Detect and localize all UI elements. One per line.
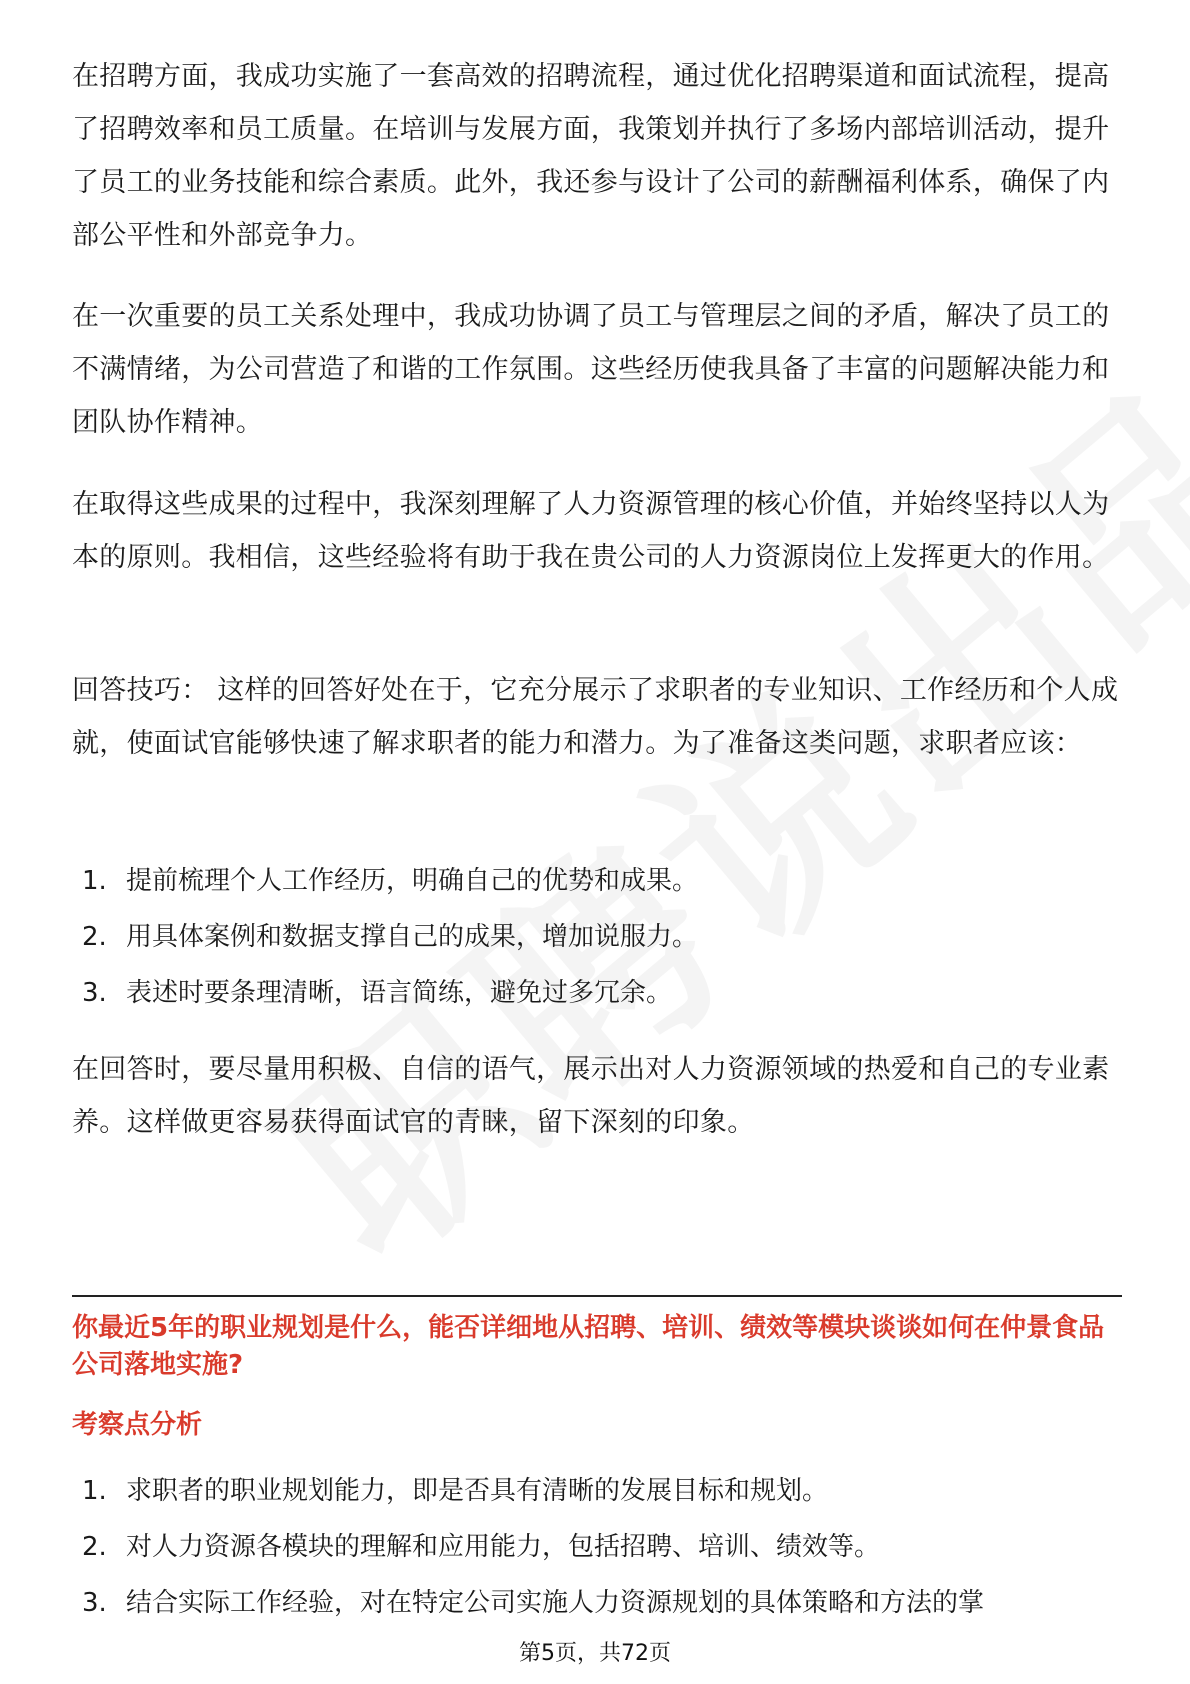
page-footer: 第5页，共72页 [519,1641,671,1666]
analysis-heading: 考察点分析 [72,1410,203,1440]
list-item: 3. 结合实际工作经验，对在特定公司实施人力资源规划的具体策略和方法的掌 [82,1588,985,1618]
tips-list [82,853,1122,1021]
list-item: 1. 求职者的职业规划能力，即是否具有清晰的发展目标和规划。 [82,1476,829,1506]
list-item: 2. 用具体案例和数据支撑自己的成果，增加说服力。 [82,922,699,952]
section-divider [72,1295,1122,1297]
list-item: 3. 表述时要条理清晰，语言简练，避免过多冗余。 [82,978,673,1008]
paragraph-answer-tips: 回答技巧： 这样的回答好处在于，它充分展示了求职者的专业知识、工作经历和个人成就，使面试官能够快速了解求职者的能力和潜力。为了准备这类问题，求职者应该： [72,675,1119,759]
paragraph-core-value: 在取得这些成果的过程中，我深刻理解了人力资源管理的核心价值，并始终坚持以人为本的原则。我相信，这些经验将有助于我在贵公司的人力资源岗位上发挥更大的作用。 [72,489,1110,573]
question-heading: 你最近5年的职业规划是什么，能否详细地从招聘、培训、绩效等模块谈谈如何在仲景食品公司落地实施? [72,1313,1105,1380]
analysis-list [82,1463,1122,1631]
paragraph-closing: 在回答时，要尽量用积极、自信的语气，展示出对人力资源领域的热爱和自己的专业素养。这样做更容易获得面试官的青睐，留下深刻的印象。 [72,1054,1110,1138]
list-item: 2. 对人力资源各模块的理解和应用能力，包括招聘、培训、绩效等。 [82,1532,881,1562]
list-item: 1. 提前梳理个人工作经历，明确自己的优势和成果。 [82,866,699,896]
paragraph-achievements: 在招聘方面，我成功实施了一套高效的招聘流程，通过优化招聘渠道和面试流程，提高了招聘效率和员工质量。在培训与发展方面，我策划并执行了多场内部培训活动，提升了员工的业务技能和综合素质。此外，我还参与设计了公司的薪酬福利体系，确保了内部公平性和外部竞争力。 [72,61,1110,251]
paragraph-employee-relations: 在一次重要的员工关系处理中，我成功协调了员工与管理层之间的矛盾，解决了员工的不满情绪，为公司营造了和谐的工作氛围。这些经历使我具备了丰富的问题解决能力和团队协作精神。 [72,301,1110,438]
